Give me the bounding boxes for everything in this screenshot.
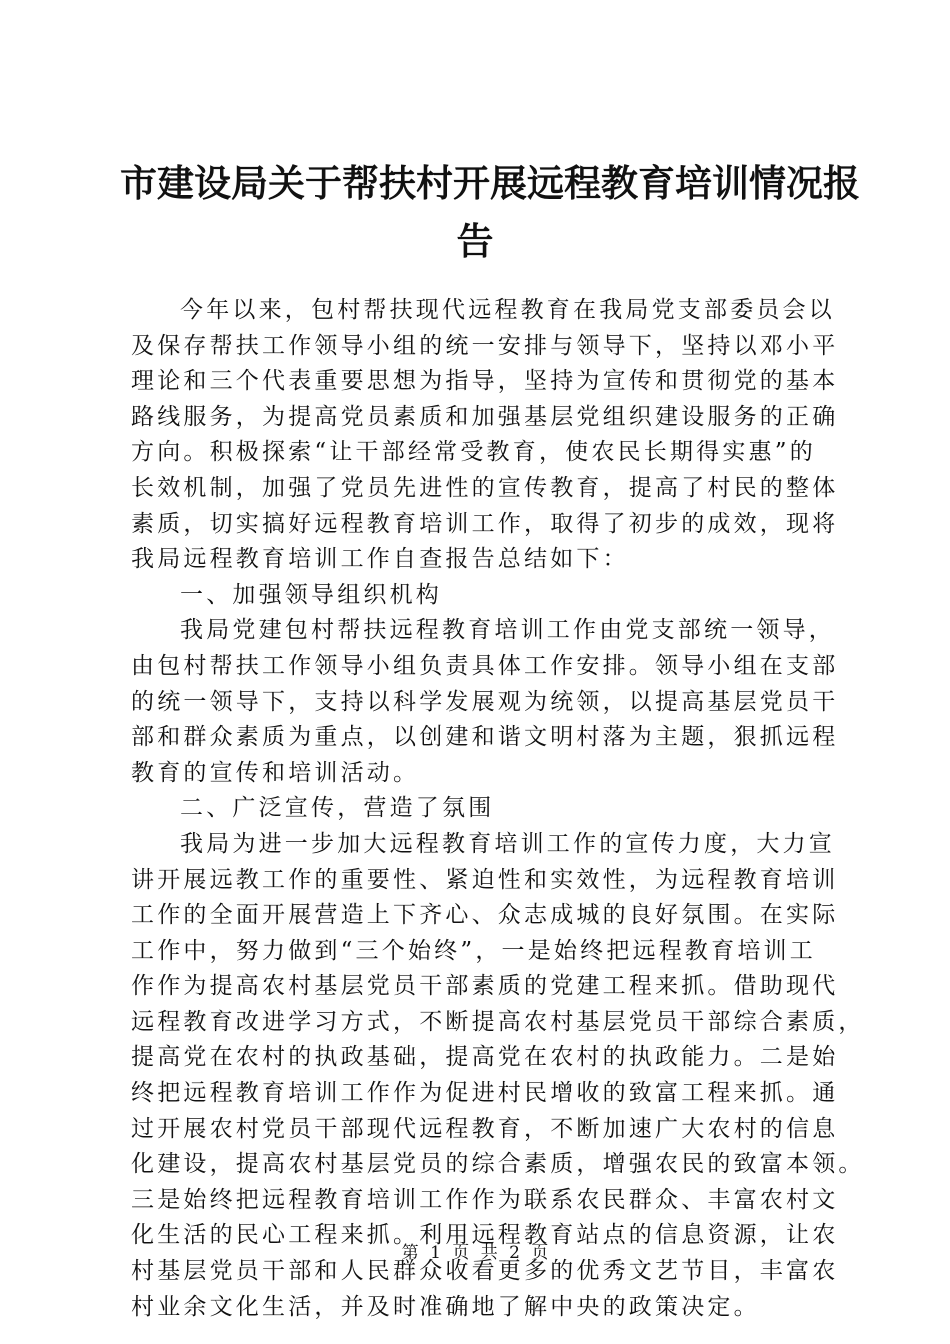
document-title-line-2: 告 (456, 220, 494, 263)
body-line: 的统一领导下，支持以科学发展观为统领，以提高基层党员干 (131, 688, 839, 715)
body-line: 素质，切实搞好远程教育培训工作，取得了初步的成效，现将 (131, 510, 839, 537)
body-line: 长效机制，加强了党员先进性的宣传教育，提高了村民的整体 (131, 474, 839, 501)
body-line: 我局党建包村帮扶远程教育培训工作由党支部统一领导， (180, 617, 835, 644)
body-line: 工作的全面开展营造上下齐心、众志成城的良好氛围。在实际 (131, 902, 839, 929)
document-body (131, 293, 865, 1325)
body-line: 我局为进一步加大远程教育培训工作的宣传力度，大力宣 (180, 830, 835, 857)
body-line: 讲开展远教工作的重要性、紧迫性和实效性，为远程教育培训 (131, 866, 839, 893)
body-line: 路线服务，为提高党员素质和加强基层党组织建设服务的正确 (131, 403, 839, 430)
body-line: 过开展农村党员干部现代远程教育，不断加速广大农村的信息 (131, 1115, 839, 1142)
body-line: 及保存帮扶工作领导小组的统一安排与领导下，坚持以邓小平 (131, 332, 839, 359)
body-line: 理论和三个代表重要思想为指导，坚持为宣传和贯彻党的基本 (131, 368, 839, 395)
body-line: 二、广泛宣传，营造了氛围 (180, 795, 495, 822)
body-line: 教育的宣传和培训活动。 (131, 759, 420, 786)
body-line: 村业余文化生活，并及时准确地了解中央的政策决定。 (131, 1293, 760, 1320)
body-line: 化建设，提高农村基层党员的综合素质，增强农民的致富本领。 (131, 1151, 865, 1178)
body-line: 部和群众素质为重点，以创建和谐文明村落为主题，狠抓远程 (131, 724, 839, 751)
body-line: 今年以来，包村帮扶现代远程教育在我局党支部委员会以 (180, 297, 835, 323)
body-line: 远程教育改进学习方式，不断提高农村基层党员干部综合素质， (131, 1008, 865, 1035)
page-footer: 第 1 页 共 2 页 (401, 1243, 549, 1263)
body-line: 提高党在农村的执政基础，提高党在农村的执政能力。二是始 (131, 1044, 839, 1071)
body-line: 一、加强领导组织机构 (180, 581, 442, 608)
document-title-line-1: 市建设局关于帮扶村开展远程教育培训情况报 (120, 162, 860, 205)
body-line: 化生活的民心工程来抓。利用远程教育站点的信息资源，让农 (131, 1222, 839, 1249)
body-line: 作作为提高农村基层党员干部素质的党建工程来抓。借助现代 (131, 973, 839, 1000)
body-line: 我局远程教育培训工作自查报告总结如下： (131, 546, 629, 573)
body-line: 工作中，努力做到“三个始终”，一是始终把远程教育培训工 (131, 937, 816, 964)
body-line: 村基层党员干部和人民群众收看更多的优秀文艺节目，丰富农 (131, 1258, 839, 1285)
body-line: 方向。积极探索“让干部经常受教育，使农民长期得实惠”的 (131, 439, 816, 466)
body-line: 终把远程教育培训工作作为促进村民增收的致富工程来抓。通 (131, 1080, 839, 1107)
body-line: 由包村帮扶工作领导小组负责具体工作安排。领导小组在支部 (131, 652, 839, 679)
body-line: 三是始终把远程教育培训工作作为联系农民群众、丰富农村文 (131, 1186, 839, 1213)
